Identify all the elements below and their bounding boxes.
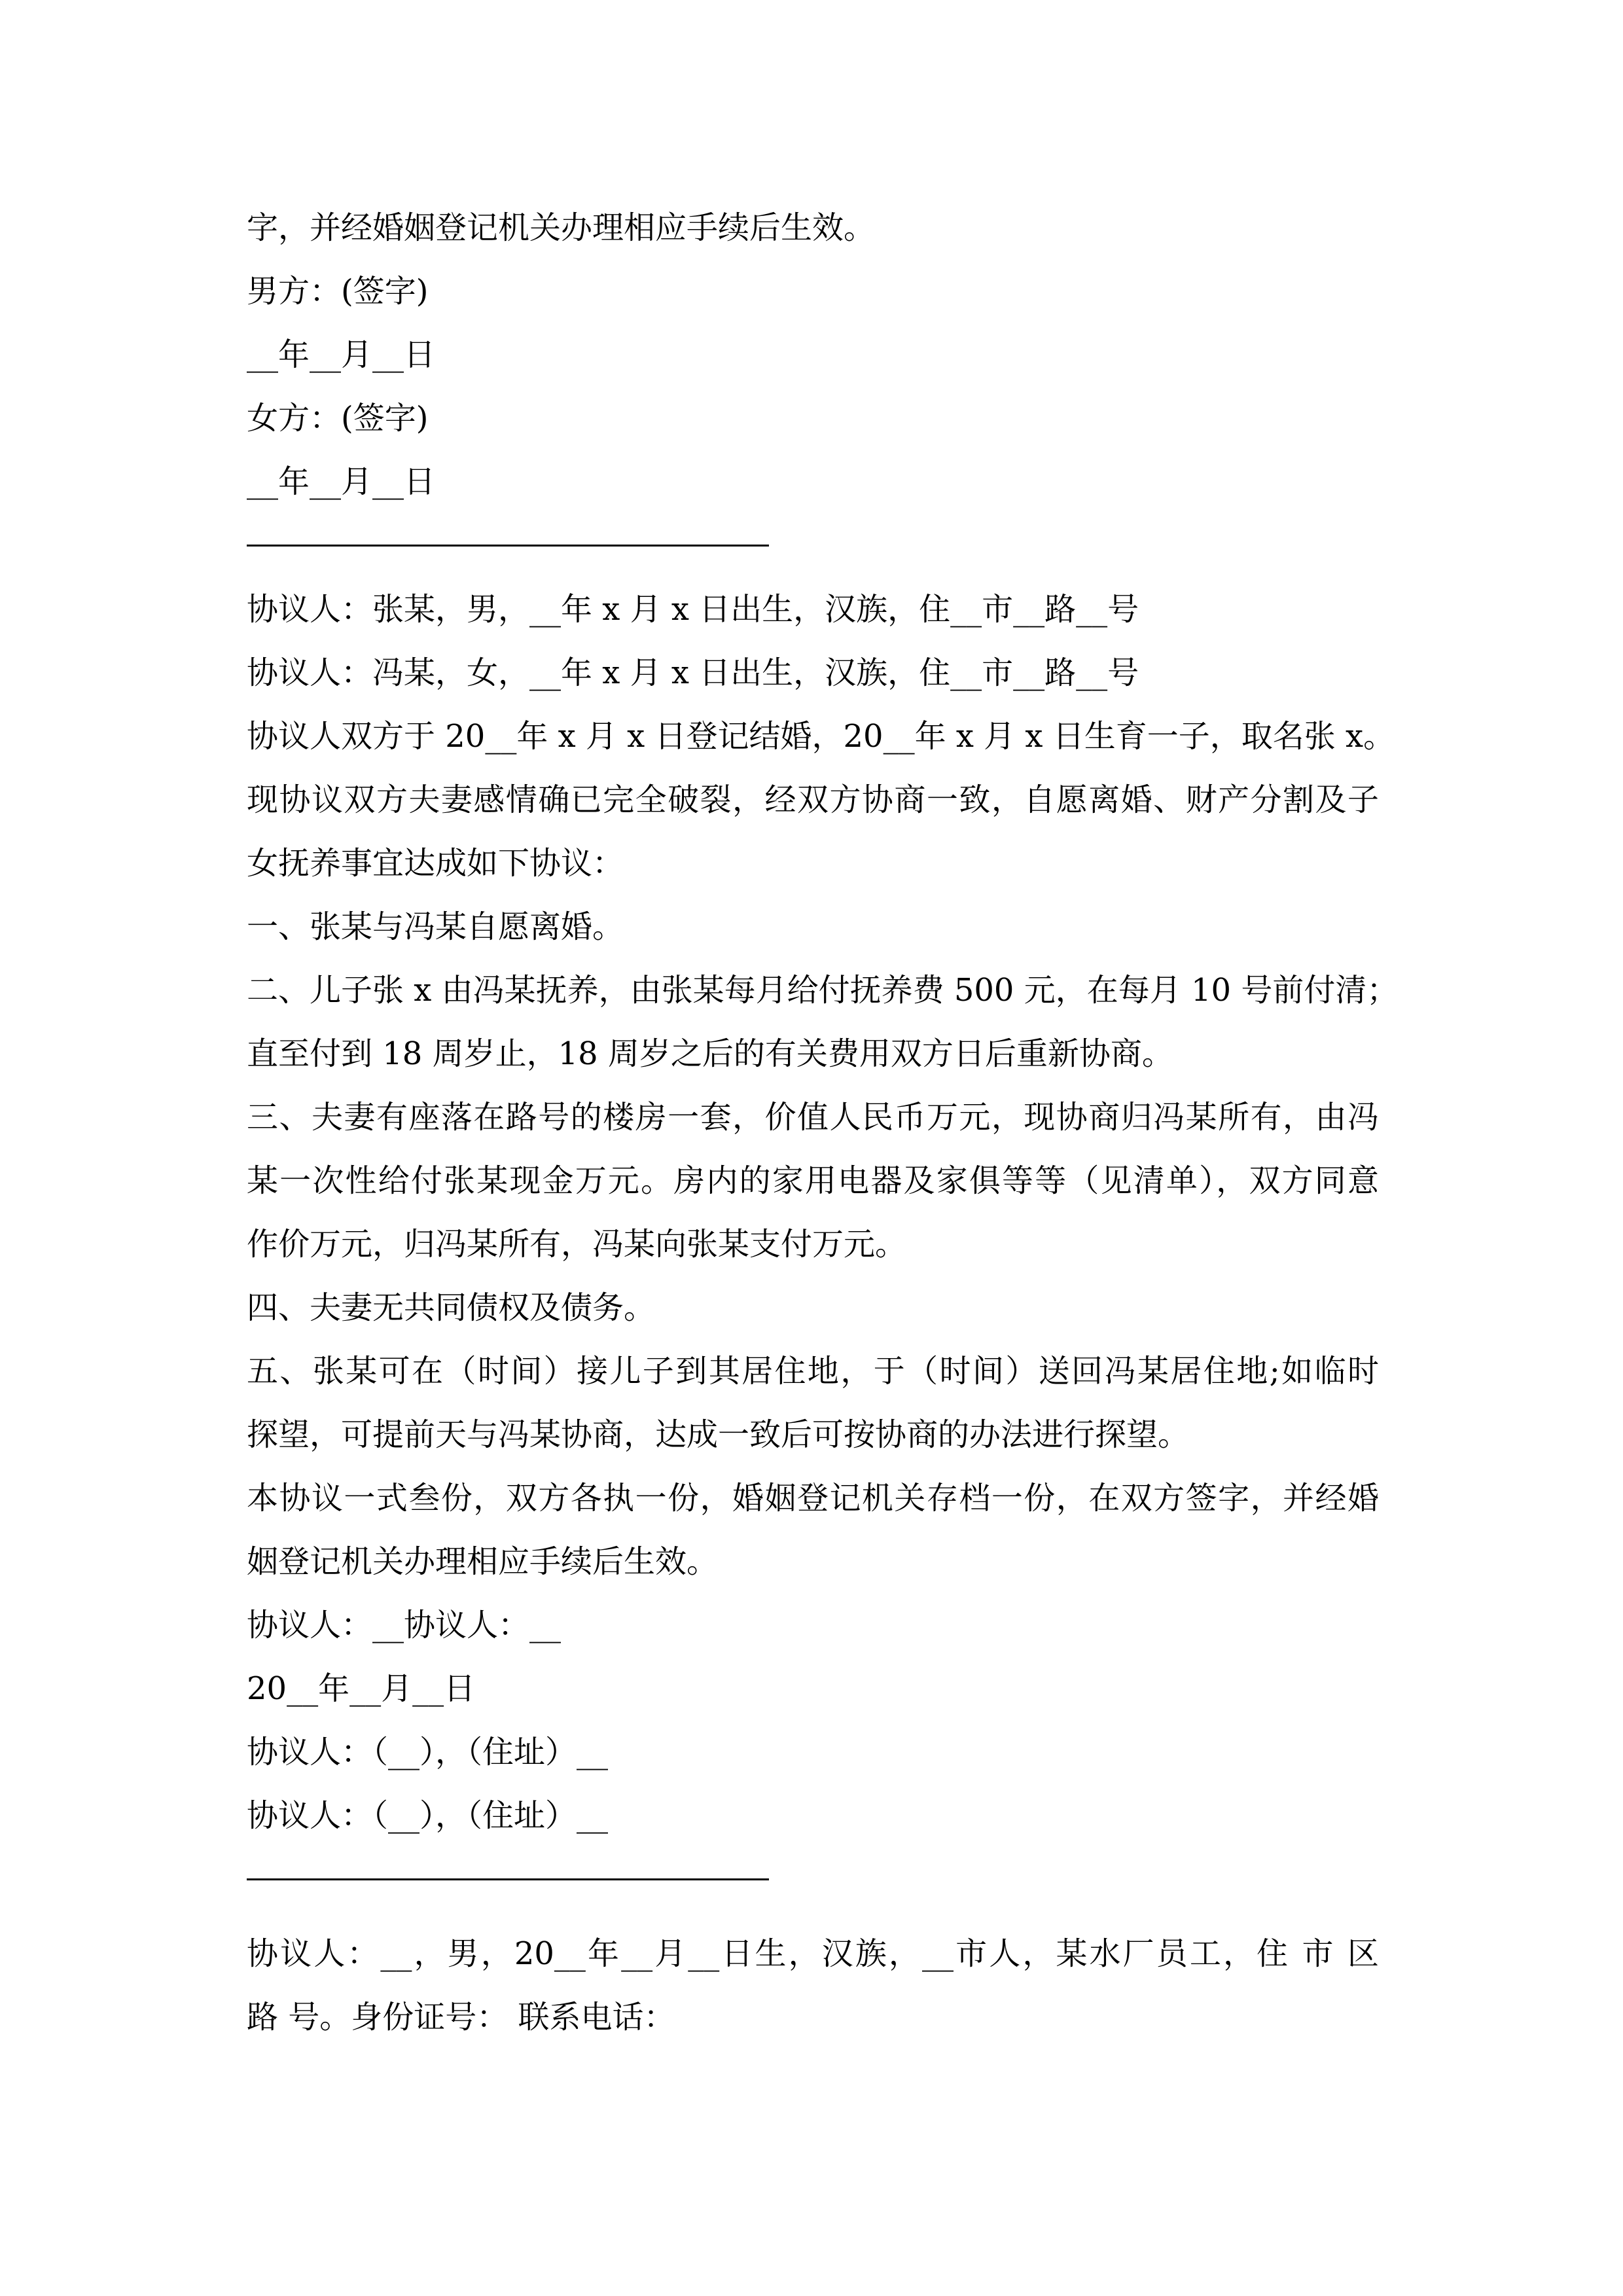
clause-4: 四、夫妻无共同债权及债务。 (247, 1289, 656, 1326)
date-line: 20__年__月__日 (247, 1670, 476, 1707)
text-line: 直至付到 18 周岁止，18 周岁之后的有关费用双方日后重新协商。 (247, 1035, 1173, 1072)
clause-2: 二、儿子张 x 由冯某抚养，由张某每月给付抚养费 500 元，在每月 10 号前付清； (247, 972, 1399, 1009)
text-line: 路 号。身份证号： 联系电话： (247, 1999, 675, 2036)
text-line: 本协议一式叁份，双方各执一份，婚姻登记机关存档一份，在双方签字，并经婚 (247, 1480, 1379, 1516)
text-line: 协议人双方于 20__年 x 月 x 日登记结婚，20__年 x 月 x 日生育一子，取名张 x。 (247, 718, 1395, 755)
party-address-line: 协议人：（__），（住址）__ (247, 1797, 609, 1834)
text-line: 现协议双方夫妻感情确已完全破裂，经双方协商一致，自愿离婚、财产分割及子 (247, 781, 1379, 818)
text-line: 探望，可提前天与冯某协商，达成一致后可按协商的办法进行探望。 (247, 1416, 1190, 1453)
text-line: 姻登记机关办理相应手续后生效。 (247, 1543, 719, 1580)
male-signature-line: 男方：(签字) (247, 273, 429, 310)
text-line: 女抚养事宜达成如下协议： (247, 845, 624, 882)
text-line: 字，并经婚姻登记机关办理相应手续后生效。 (247, 209, 876, 246)
party-feng-line: 协议人：冯某，女，__年 x 月 x 日出生，汉族，住__市__路__号 (247, 655, 1139, 691)
party-address-line: 协议人：（__），（住址）__ (247, 1734, 609, 1770)
section-divider (247, 545, 769, 547)
party-zhang-line: 协议人：张某，男，__年 x 月 x 日出生，汉族，住__市__路__号 (247, 591, 1139, 628)
signature-line: 协议人：__协议人：__ (247, 1607, 562, 1643)
clause-5: 五、张某可在（时间）接儿子到其居住地，于（时间）送回冯某居住地;如临时 (247, 1353, 1379, 1390)
text-line: 某一次性给付张某现金万元。房内的家用电器及家俱等等（见清单），双方同意 (247, 1162, 1379, 1199)
section-divider (247, 1878, 769, 1880)
clause-1: 一、张某与冯某自愿离婚。 (247, 908, 624, 945)
clause-3: 三、夫妻有座落在路号的楼房一套，价值人民币万元，现协商归冯某所有，由冯 (247, 1099, 1379, 1136)
text-line: 作价万元，归冯某所有，冯某向张某支付万元。 (247, 1226, 907, 1263)
date-line: __年__月__日 (247, 463, 436, 500)
female-signature-line: 女方：(签字) (247, 400, 429, 437)
party-info-line: 协议人：__，男，20__年__月__日生，汉族，__市人，某水厂员工，住 市 区 (247, 1935, 1379, 1972)
date-line: __年__月__日 (247, 336, 436, 373)
